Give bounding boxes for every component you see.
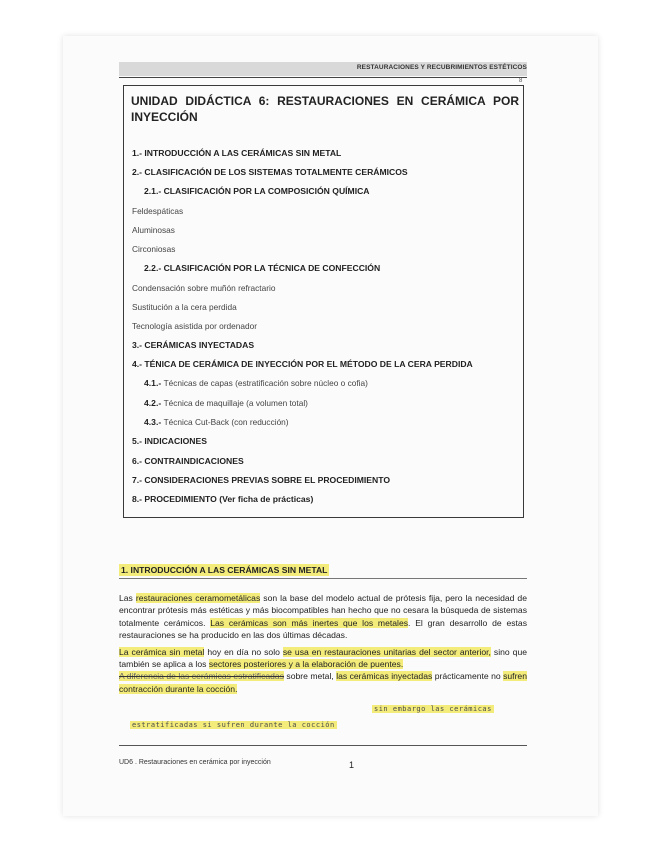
- paragraph-2: [119, 646, 527, 696]
- toc-subitem-text: Técnica de maquillaje (a volumen total): [163, 398, 308, 408]
- toc-item: 6.- CONTRAINDICACIONES: [132, 456, 244, 466]
- highlighted-text: La cerámica sin metal: [119, 646, 205, 657]
- toc-item: 7.- CONSIDERACIONES PREVIAS SOBRE EL PROCEDIMIENTO: [132, 475, 391, 485]
- page-number: 1: [349, 760, 355, 770]
- toc-entry: Aluminosas: [132, 225, 175, 235]
- text-run: . El gran desarrollo de estas restauraciones se ha producido en las dos últimas décadas.: [119, 617, 527, 641]
- footer-rule: [119, 745, 527, 746]
- highlighted-text: las cerámicas inyectadas: [336, 671, 433, 682]
- text-run: sino que también se aplica a los: [119, 646, 528, 670]
- toc-subitem-row: [144, 417, 289, 428]
- toc-subitem: 2.2.- CLASIFICACIÓN POR LA TÉCNICA DE CONFECCIÓN: [144, 263, 381, 273]
- highlighted-text: se usa en restauraciones unitarias del sector anterior,: [282, 646, 491, 657]
- running-header-bar: [119, 62, 527, 76]
- toc-item: 3.- CERÁMICAS INYECTADAS: [132, 340, 255, 350]
- toc-subitem-number: 4.1.-: [144, 378, 162, 388]
- handwritten-note-1: sin embargo las cerámicas: [374, 705, 492, 713]
- header-rule: [119, 77, 527, 78]
- unit-title: UNIDAD DIDÁCTICA 6: RESTAURACIONES EN CERÁMICA POR INYECCIÓN: [131, 94, 519, 124]
- toc-subitem-text: Técnica Cut-Back (con reducción): [163, 417, 289, 427]
- running-header-title: RESTAURACIONES Y RECUBRIMIENTOS ESTÉTICOS: [356, 64, 527, 71]
- handwritten-note-2: estratificadas si sufren durante la cocción: [132, 721, 335, 729]
- toc-subitem-row: [144, 378, 368, 389]
- highlighted-text: restauraciones ceramometálicas: [135, 593, 261, 603]
- text-run: Las: [119, 593, 136, 603]
- toc-item: 5.- INDICACIONES: [132, 436, 207, 446]
- toc-subitem-text: Técnicas de capas (estratificación sobre núcleo o cofia): [163, 378, 368, 388]
- footer-text: UD6 . Restauraciones en cerámica por inyección: [119, 759, 271, 766]
- toc-item: 4.- TÉNICA DE CERÁMICA DE INYECCIÓN POR EL MÉTODO DE LA CERA PERDIDA: [132, 359, 473, 369]
- toc-entry: Condensación sobre muñón refractario: [132, 283, 276, 293]
- section-body: [119, 592, 527, 695]
- toc-entry: Feldespáticas: [132, 206, 184, 216]
- table-of-contents-box: [123, 85, 524, 518]
- text-run: prácticamente no: [432, 671, 504, 682]
- text-run: son la base del modelo actual de prótesis fija, pero la necesidad de encontrar prótesis más estéticas y más biocompatibles han hecho que no cesara la búsqueda de sistemas totalmente cerámicos.: [119, 593, 527, 628]
- section-rule: [119, 578, 527, 579]
- toc-item: 1.- INTRODUCCIÓN A LAS CERÁMICAS SIN METAL: [132, 148, 342, 158]
- toc-subitem-number: 4.2.-: [144, 398, 162, 408]
- toc-entry: Sustitución a la cera perdida: [132, 302, 237, 312]
- highlighted-text: sectores posteriores y a la elaboración de puentes.: [208, 659, 404, 670]
- toc-subitem-row: [144, 398, 308, 409]
- toc-item: 8.- PROCEDIMIENTO (Ver ficha de prácticas): [132, 494, 314, 504]
- text-run: hoy en día no solo: [204, 646, 283, 657]
- toc-subitem: 2.1.- CLASIFICACIÓN POR LA COMPOSICIÓN QUÍMICA: [144, 186, 370, 196]
- header-page-marker: 8: [519, 78, 523, 84]
- toc-entry: Tecnología asistida por ordenador: [132, 321, 257, 331]
- section-heading: 1. INTRODUCCIÓN A LAS CERÁMICAS SIN METAL: [121, 565, 328, 575]
- struck-highlighted-text: A diferencia de las cerámicas estratificadas: [119, 671, 284, 682]
- highlighted-text: Las cerámicas son más inertes que los metales: [210, 617, 409, 628]
- paragraph-1: [119, 592, 527, 642]
- toc-item: 2.- CLASIFICACIÓN DE LOS SISTEMAS TOTALMENTE CERÁMICOS: [132, 167, 408, 177]
- toc-entry: Circoniosas: [132, 244, 176, 254]
- text-run: sobre metal,: [284, 671, 337, 682]
- highlighted-text: sufren contracción durante la cocción.: [119, 671, 527, 694]
- toc-subitem-number: 4.3.-: [144, 417, 162, 427]
